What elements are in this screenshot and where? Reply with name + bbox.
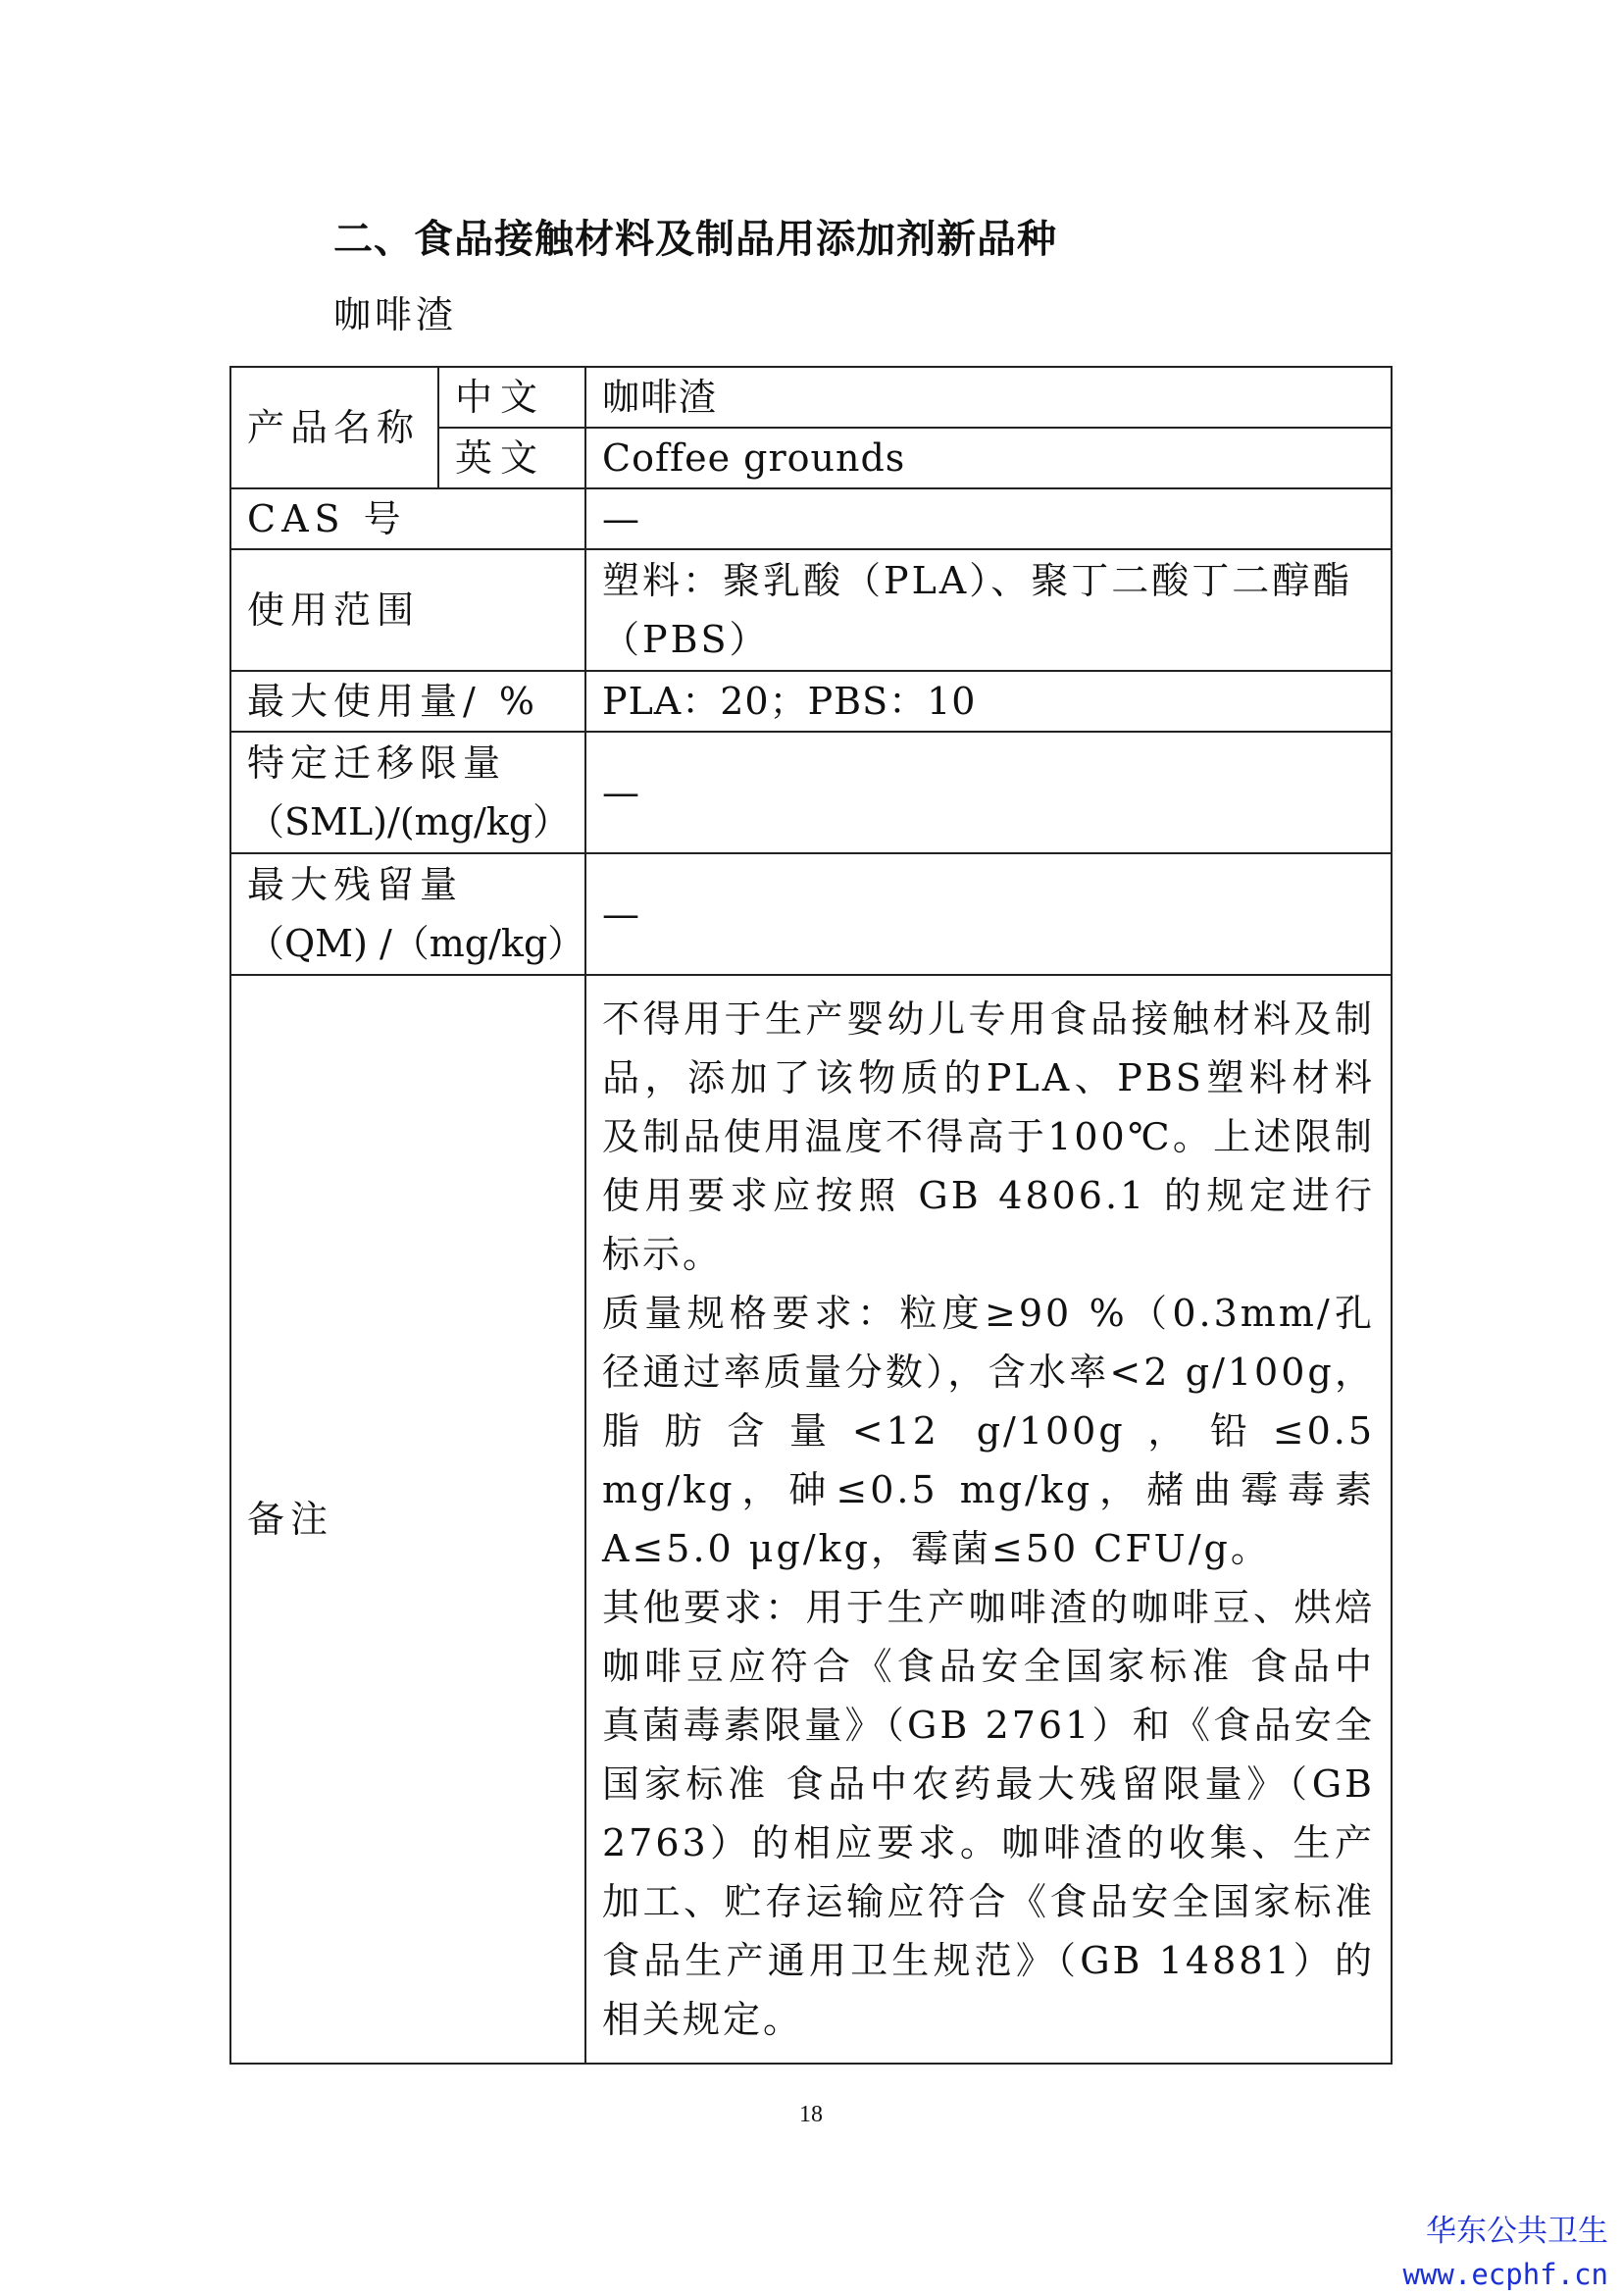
sml-label <box>230 732 585 853</box>
watermark <box>1402 2210 1608 2296</box>
product-name-label: 产品名称 <box>230 367 438 488</box>
cas-value: — <box>585 488 1392 549</box>
watermark-url: www.ecphf.cn <box>1402 2258 1608 2291</box>
item-name: 咖啡渣 <box>333 293 458 336</box>
remarks-label: 备注 <box>230 975 585 2064</box>
cas-label: CAS 号 <box>230 488 585 549</box>
qm-label-line-1: 最大残留量 <box>247 863 464 906</box>
remarks-paragraph: 其他要求：用于生产咖啡渣的咖啡豆、烘焙咖啡豆应符合《食品安全国家标准 食品中真菌毒素限量》（GB 2761）和《食品安全国家标准 食品中农药最大残留限量》（GB 2763）的相应要求。咖啡渣的收集、生产加工、贮存运输应符合《食品安全国家标准 食品生产通用卫生规范》（GB 14881）的相关规定。 <box>602 1586 1375 2041</box>
chinese-value: 咖啡渣 <box>585 367 1392 428</box>
chinese-label: 中文 <box>438 367 585 428</box>
qm-label-line-2: （QM) /（mg/kg） <box>247 922 585 965</box>
remarks-paragraph: 不得用于生产婴幼儿专用食品接触材料及制品，添加了该物质的PLA、PBS塑料材料及制品使用温度不得高于100℃。上述限制使用要求应按照 GB 4806.1 的规定进行标示。 <box>602 997 1375 1276</box>
max-use-label: 最大使用量/ % <box>230 671 585 732</box>
page-number: 18 <box>799 2102 823 2127</box>
max-use-value: PLA：20；PBS：10 <box>585 671 1392 732</box>
scope-label: 使用范围 <box>230 549 585 671</box>
scope-value: 塑料：聚乳酸（PLA）、聚丁二酸丁二醇酯（PBS） <box>585 549 1392 671</box>
watermark-name: 华东公共卫生 <box>1426 2214 1608 2249</box>
qm-label <box>230 853 585 975</box>
qm-value: — <box>585 853 1392 975</box>
english-label: 英文 <box>438 428 585 488</box>
sml-label-line-1: 特定迁移限量 <box>247 741 507 785</box>
english-value: Coffee grounds <box>585 428 1392 488</box>
specification-table <box>229 366 1393 2065</box>
sml-value: — <box>585 732 1392 853</box>
sml-label-line-2: （SML)/(mg/kg） <box>247 800 571 843</box>
section-title: 二、食品接触材料及制品用添加剂新品种 <box>333 217 1057 262</box>
remarks-paragraph: 质量规格要求：粒度≥90 %（0.3mm/孔径通过率质量分数），含水率<2 g/100g，脂肪含量<12 g/100g，铅≤0.5 mg/kg，砷≤0.5 mg/kg，赭曲霉毒素 A≤5.0 μg/kg，霉菌≤50 CFU/g。 <box>602 1292 1375 1570</box>
remarks-cell <box>585 975 1392 2064</box>
